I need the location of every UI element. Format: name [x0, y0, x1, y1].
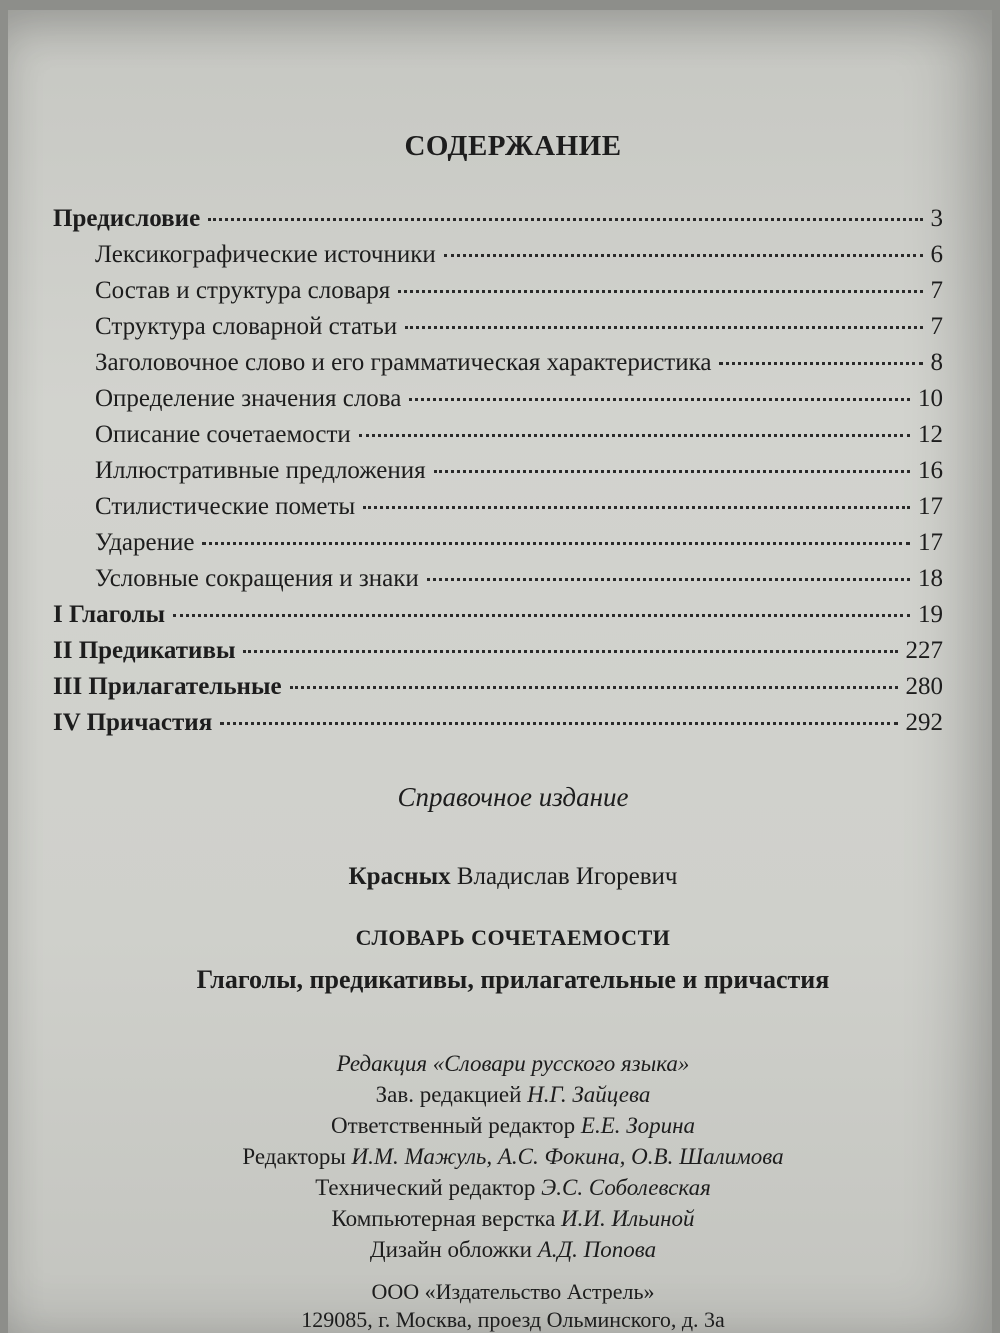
toc-dot-leader: [208, 218, 922, 221]
toc-entry-page: 16: [918, 457, 943, 484]
credit-role: Компьютерная верстка: [331, 1206, 556, 1231]
toc-dot-leader: [359, 434, 910, 437]
credit-role: Ответственный редактор: [330, 1113, 576, 1138]
toc-entry: [53, 457, 943, 493]
credit-names: Н.Г. Зайцева: [527, 1082, 651, 1107]
toc-entry-label: II Предикативы: [53, 637, 236, 664]
publisher-address: 129085, г. Москва, проезд Ольминского, д. 3а: [301, 1307, 725, 1332]
toc-entry-label: Состав и структура словаря: [95, 277, 391, 304]
credit-names: Э.С. Соболевская: [541, 1175, 711, 1200]
toc-dot-leader: [434, 470, 910, 473]
toc-entry-page: 18: [918, 565, 943, 592]
toc-dot-leader: [290, 686, 898, 689]
credit-line: [8, 1110, 992, 1141]
toc-dot-leader: [409, 398, 910, 401]
toc-dot-leader: [719, 362, 922, 365]
toc-dot-leader: [220, 722, 897, 725]
toc-entry: [53, 205, 943, 241]
toc-dot-leader: [363, 506, 910, 509]
table-of-contents: [53, 205, 943, 745]
toc-entry-page: 280: [905, 673, 943, 700]
credit-line: [8, 1203, 992, 1234]
edition-type: Справочное издание: [397, 782, 629, 812]
toc-entry-label: Стилистические пометы: [95, 493, 356, 520]
toc-entry-label: Иллюстративные предложения: [95, 457, 426, 484]
credit-names: А.Д. Попова: [537, 1237, 657, 1262]
toc-entry: [53, 493, 943, 529]
credit-line: [8, 1172, 992, 1203]
publisher-block: [8, 1278, 992, 1333]
credit-names: Е.Е. Зорина: [580, 1113, 696, 1138]
toc-entry: [53, 709, 943, 745]
toc-entry: [53, 277, 943, 313]
toc-entry-label: Предисловие: [53, 205, 201, 232]
author-name: [8, 863, 992, 891]
toc-entry-label: Описание сочетаемости: [95, 421, 351, 448]
toc-entry-page: 7: [930, 277, 943, 304]
toc-entry: [53, 529, 943, 565]
toc-entry-label: Заголовочное слово и его грамматическая характеристика: [95, 349, 712, 376]
credit-role: Редакторы: [242, 1144, 346, 1169]
toc-entry-page: 7: [930, 313, 943, 340]
credit-names: И.И. Ильиной: [561, 1206, 695, 1231]
credit-names: И.М. Мажуль, А.С. Фокина, О.В. Шалимова: [351, 1144, 784, 1169]
toc-dot-leader: [398, 290, 922, 293]
toc-entry: [53, 601, 943, 637]
toc-dot-leader: [405, 326, 922, 329]
toc-entry: [53, 385, 943, 421]
credit-line: [8, 1079, 992, 1110]
toc-entry-label: III Прилагательные: [53, 673, 282, 700]
dictionary-title: СЛОВАРЬ СОЧЕТАЕМОСТИ: [355, 925, 671, 950]
toc-entry: [53, 565, 943, 601]
toc-entry: [53, 421, 943, 457]
toc-entry-page: 12: [918, 421, 943, 448]
editorial-office: Редакция «Словари русского языка»: [336, 1051, 690, 1076]
toc-entry: [53, 349, 943, 385]
toc-entry: [53, 313, 943, 349]
contents-heading: СОДЕРЖАНИЕ: [404, 130, 622, 162]
toc-entry-page: 3: [930, 205, 943, 232]
toc-entry-label: Ударение: [95, 529, 195, 556]
toc-entry-page: 17: [918, 493, 943, 520]
toc-dot-leader: [427, 578, 910, 581]
toc-entry-page: 227: [905, 637, 943, 664]
toc-entry-label: Определение значения слова: [95, 385, 402, 412]
credit-role: Технический редактор: [315, 1175, 536, 1200]
credit-line: [8, 1141, 992, 1172]
dictionary-subtitle: Глаголы, предикативы, прилагательные и причастия: [196, 965, 830, 994]
toc-dot-leader: [202, 542, 910, 545]
book-page: [8, 10, 992, 1333]
toc-entry: [53, 241, 943, 277]
credit-line: [8, 1234, 992, 1265]
author-given-name: Владислав Игоревич: [456, 863, 678, 890]
toc-entry-label: I Глаголы: [53, 601, 166, 628]
toc-entry-label: Структура словарной статьи: [95, 313, 398, 340]
credit-role: Дизайн обложки: [369, 1237, 532, 1262]
toc-entry-page: 292: [905, 709, 943, 736]
toc-entry-page: 19: [918, 601, 943, 628]
author-surname: Красных: [348, 863, 451, 890]
publisher-name: ООО «Издательство Астрель»: [371, 1279, 655, 1304]
toc-entry-page: 6: [930, 241, 943, 268]
toc-entry-label: Условные сокращения и знаки: [95, 565, 419, 592]
toc-dot-leader: [243, 650, 897, 653]
toc-entry-page: 8: [930, 349, 943, 376]
toc-entry-page: 10: [918, 385, 943, 412]
toc-entry-label: Лексикографические источники: [95, 241, 436, 268]
credit-role: Зав. редакцией: [375, 1082, 522, 1107]
toc-entry-label: IV Причастия: [53, 709, 213, 736]
toc-entry: [53, 673, 943, 709]
toc-dot-leader: [444, 254, 923, 257]
credits-block: [8, 1048, 992, 1265]
toc-entry: [53, 637, 943, 673]
toc-entry-page: 17: [918, 529, 943, 556]
toc-dot-leader: [173, 614, 910, 617]
